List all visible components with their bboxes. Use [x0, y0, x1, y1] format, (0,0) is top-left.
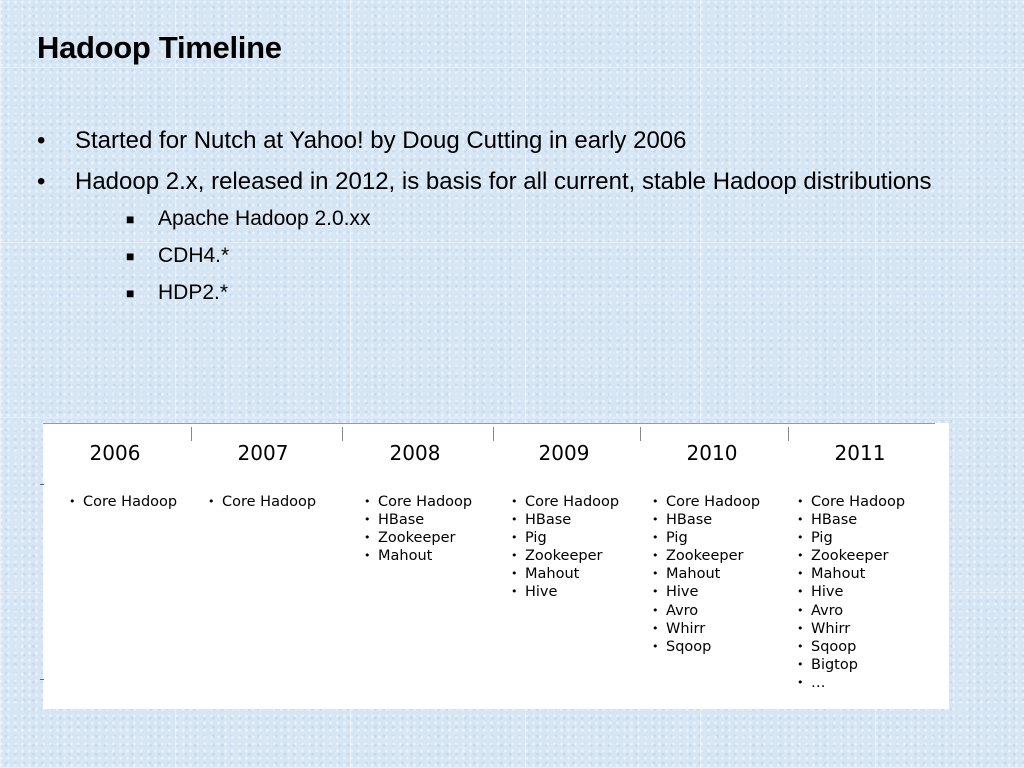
sub-bullet-text: HDP2.* — [158, 281, 229, 304]
timeline-item: • Avro — [652, 602, 760, 620]
bullet-item — [37, 166, 967, 306]
timeline-left-tick — [40, 679, 44, 680]
timeline-year: 2007 — [237, 441, 289, 465]
timeline-item: • Pig — [652, 529, 760, 547]
timeline-item-list — [511, 493, 619, 602]
timeline-item: • Zookeeper — [364, 529, 472, 547]
timeline-divider — [342, 427, 343, 441]
timeline-divider — [640, 427, 641, 441]
timeline-item: • Mahout — [511, 565, 619, 583]
bullet-item — [37, 125, 967, 156]
square-bullet-icon: ■ — [126, 211, 135, 227]
timeline-item: • Zookeeper — [511, 547, 619, 565]
timeline-item: • Core Hadoop — [208, 493, 316, 511]
timeline-item-list — [652, 493, 760, 656]
timeline-item-list — [797, 493, 905, 692]
timeline-item: • Mahout — [364, 547, 472, 565]
timeline-item: • Pig — [797, 529, 905, 547]
timeline-item: • Sqoop — [652, 638, 760, 656]
timeline-item: • Pig — [511, 529, 619, 547]
sub-bullet-list — [75, 206, 967, 306]
timeline-item-list — [208, 493, 316, 511]
slide-title: Hadoop Timeline — [37, 30, 282, 65]
sub-bullet-item — [75, 206, 967, 232]
square-bullet-icon: ■ — [126, 248, 135, 264]
timeline-item: • Core Hadoop — [511, 493, 619, 511]
timeline-year: 2008 — [389, 441, 441, 465]
timeline-item: • Core Hadoop — [364, 493, 472, 511]
timeline-year: 2011 — [834, 441, 886, 465]
timeline-item: • Sqoop — [797, 638, 905, 656]
timeline-item: • Core Hadoop — [652, 493, 760, 511]
timeline-left-tick — [40, 484, 44, 485]
timeline-item: • HBase — [364, 511, 472, 529]
timeline-item: • Mahout — [652, 565, 760, 583]
page-number: 7 — [460, 746, 466, 757]
bullet-text: Hadoop 2.x, released in 2012, is basis for all current, stable Hadoop distributions — [75, 168, 932, 195]
timeline-item: • Mahout — [797, 565, 905, 583]
timeline-divider — [493, 427, 494, 441]
bullet-list — [37, 125, 967, 317]
square-bullet-icon: ■ — [126, 285, 135, 301]
timeline-item: • Whirr — [797, 620, 905, 638]
timeline-year: 2009 — [538, 441, 590, 465]
timeline-item: • HBase — [652, 511, 760, 529]
timeline-divider — [788, 427, 789, 441]
bullet-dot-icon: • — [37, 127, 46, 154]
timeline-item: • Zookeeper — [652, 547, 760, 565]
timeline-item: • … — [797, 674, 905, 692]
timeline-top-border — [43, 423, 935, 424]
timeline-divider — [191, 427, 192, 441]
timeline-item: • HBase — [797, 511, 905, 529]
timeline-item: • Hive — [652, 583, 760, 601]
bullet-text: Started for Nutch at Yahoo! by Doug Cutting in early 2006 — [75, 127, 687, 154]
timeline-item: • Hive — [511, 583, 619, 601]
timeline-item: • Core Hadoop — [797, 493, 905, 511]
sub-bullet-item — [75, 243, 967, 269]
timeline-item: • Core Hadoop — [69, 493, 177, 511]
sub-bullet-text: Apache Hadoop 2.0.xx — [158, 207, 371, 230]
timeline-item: • Whirr — [652, 620, 760, 638]
timeline-year: 2010 — [686, 441, 738, 465]
timeline-year: 2006 — [89, 441, 141, 465]
sub-bullet-text: CDH4.* — [158, 244, 230, 267]
timeline-image — [43, 423, 949, 709]
timeline-item: • Zookeeper — [797, 547, 905, 565]
timeline-item: • HBase — [511, 511, 619, 529]
timeline-item: • Avro — [797, 602, 905, 620]
sub-bullet-item — [75, 280, 967, 306]
bullet-dot-icon: • — [37, 168, 46, 195]
timeline-item-list — [69, 493, 177, 511]
timeline-item: • Hive — [797, 583, 905, 601]
timeline-item: • Bigtop — [797, 656, 905, 674]
timeline-item-list — [364, 493, 472, 565]
